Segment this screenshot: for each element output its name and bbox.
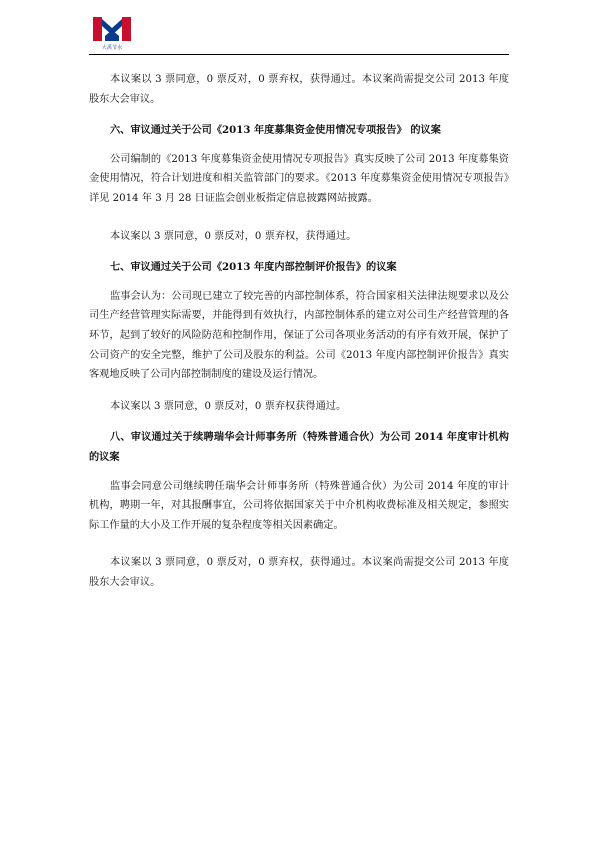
header-rule [89, 54, 509, 55]
paragraph-vote-result-3: 本议案以 3 票同意，0 票反对，0 票弃权获得通过。 [110, 400, 347, 412]
company-logo [89, 14, 135, 54]
page-header [89, 14, 509, 54]
paragraph-vote-result-2: 本议案以 3 票同意，0 票反对，0 票弃权，获得通过。 [110, 230, 357, 242]
paragraph-vote-result-1: 本议案以 3 票同意，0 票反对，0 票弃权，获得通过。本议案尚需提交公司 2013 年度股东大会审议。 [89, 74, 509, 105]
section-heading-7: 七、审议通过关于公司《2013 年度内部控制评价报告》的议案 [110, 261, 397, 274]
section-heading-6: 六、审议通过关于公司《2013 年度募集资金使用情况专项报告》 的议案 [110, 124, 441, 137]
logo-mark-icon [89, 14, 135, 46]
section-heading-8: 八、审议通过关于续聘瑞华会计师事务所（特殊普通合伙）为公司 2014 年度审计机构的议案 [89, 431, 509, 463]
document-body [89, 70, 509, 592]
paragraph-vote-result-4: 本议案以 3 票同意，0 票反对，0 票弃权，获得通过。本议案尚需提交公司 2013 年度股东大会审议。 [89, 557, 509, 588]
logo-text: 大禹节水 [101, 45, 123, 51]
paragraph-fund-usage-report: 公司编制的《2013 年度募集资金使用情况专项报告》真实反映了公司 2013 年度募集资金使用情况，符合计划进度和相关监管部门的要求。《2013 年度募集资金使用情况专项报告》详见 2014 年 3 月 28 日证监会创业板指定信息披露网站披露。 [89, 153, 509, 204]
paragraph-auditor-reappointment: 监事会同意公司继续聘任瑞华会计师事务所（特殊普通合伙）为公司 2014 年度的审计机构，聘期一年，对其报酬事宜，公司将依据国家关于中介机构收费标准及相关规定，参照实际工作量的大小及工作开展的复杂程度等相关因素确定。 [89, 480, 509, 531]
paragraph-internal-control: 监事会认为：公司现已建立了较完善的内部控制体系，符合国家相关法律法规要求以及公司生产经营管理实际需要，并能得到有效执行，内部控制体系的建立对公司生产经营管理的各环节，起到了较好的风险防范和控制作用，保证了公司各项业务活动的有序有效开展，保护了公司资产的安全完整，维护了公司及股东的利益。公司《2013 年度内部控制评价报告》真实客观地反映了公司内部控制制度的建设及运行情况。 [89, 290, 509, 381]
